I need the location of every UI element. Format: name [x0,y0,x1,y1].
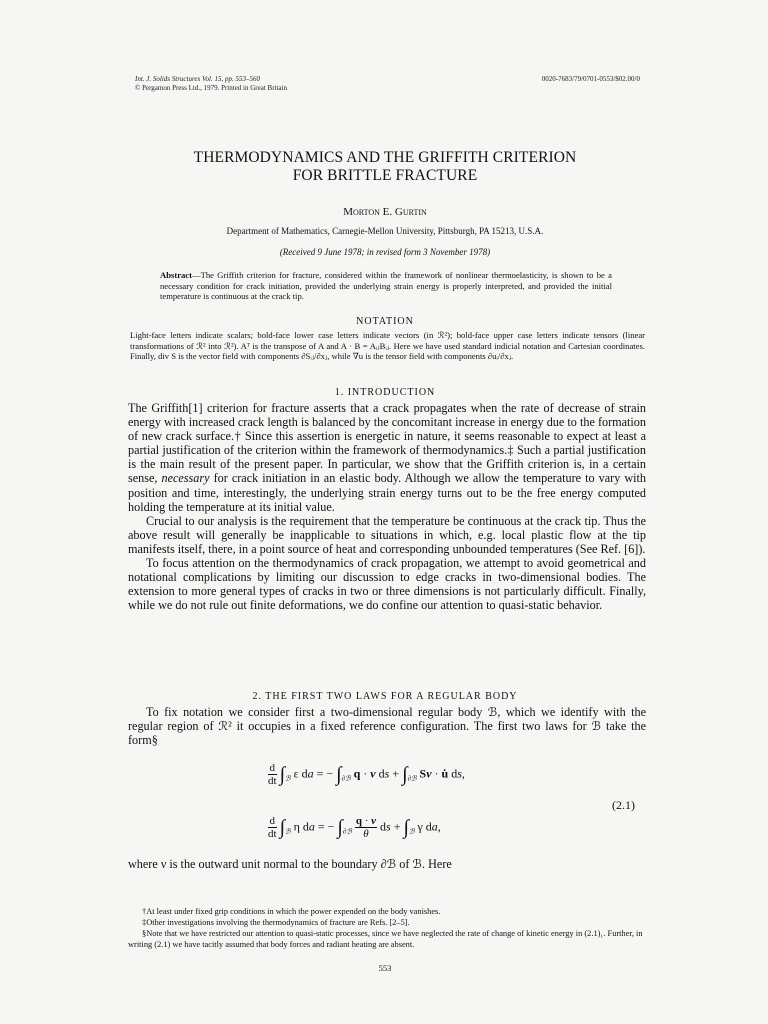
notation-heading: NOTATION [356,316,414,327]
footnotes [128,906,646,950]
abstract-label: Abstract [160,270,192,280]
emphasis-necessary: necessary [161,471,210,486]
heat-flux-fraction: $\frac{q \cdot \nu}{\theta}$ [355,815,377,840]
paper-title-line-1: THERMODYNAMICS AND THE GRIFFITH CRITERION [193,149,577,166]
received-dates: (Received 9 June 1978; in revised form 3 November 1978) [279,247,491,257]
section-1-heading: 1. INTRODUCTION [334,387,436,398]
paragraph [128,401,646,514]
paragraph: To fix notation we consider first a two-dimensional regular body ℬ, which we identify with the regular region of ℛ² it occupies in a fixed reference configuration. The first two laws for ℬ take the form§ [128,705,646,748]
time-derivative: $\frac{d}{dt}$ [268,762,277,787]
publisher-line: © Pergamon Press Ltd., 1979. Printed in Great Britain [135,84,287,92]
footnote: ‡Other investigations involving the thermodynamics of fracture are Refs. [2–5]. [142,918,410,927]
paragraph: Crucial to our analysis is the requirement that the temperature be continuous at the crack tip. Thus the above result will generally be inapplicable to situations in which, e.g. local plastic flow at the tip manifests itself, there, in a point source of heat and corresponding unbounded temperatures (See Ref. [6]). [128,513,646,556]
equation-number: (2.1) [612,798,635,812]
abstract [160,270,612,302]
paragraph: To focus attention on the thermodynamics of crack propagation, we attempt to avoid geometrical and notational complications by limiting our discussion to edge cracks in two-dimensional bodies. The extension to more general types of cracks in two or three dimensions is not particularly difficult. Finally, while we do not rule out finite deformations, we do confine our attention to quasi-static behavior. [128,556,646,613]
paragraph-text: for crack initiation in an elastic body. Although we allow the temperature to vary with position and time, interestingly, the underlying strain energy turns out to be the free energy computed holding the temperature at its initial value. [128,471,646,514]
section-2-body [128,705,646,747]
equation-2-1-second: $\frac{d}{dt}$ $\int_ℬ$ η da = − $\int_{\partial ℬ}$ $\frac{q \cdot \nu}{\theta}$ ds + $\int_ℬ$ γ da, [268,815,441,840]
article-code: 0020-7683/79/0701-0553/$02.00/0 [541,75,640,83]
section-2-heading: 2. THE FIRST TWO LAWS FOR A REGULAR BODY [252,691,518,702]
page-number: 553 [378,963,392,973]
notation-text: Light-face letters indicate scalars; bold-face lower case letters indicate vectors (in ℛ²); bold-face upper case letters indicate tensors (linear transformations of ℛ² into ℛ²). Aᵀ is the transpose of A and A · B = AᵢⱼBᵢⱼ. Here we have used standard indicial notation and Cartesian coordinates. Finally, div S is the vector field with components ∂Sᵢⱼ/∂xⱼ, while ∇u is the tensor field with components ∂uᵢ/∂xⱼ. [130,330,645,362]
journal-line: Int. J. Solids Structures Vol. 15, pp. 553–560 [135,75,260,83]
author-name: Morton E. Gurtin [343,206,427,218]
equation-followup: where ν is the outward unit normal to the boundary ∂ℬ of ℬ. Here [128,857,452,871]
time-derivative: $\frac{d}{dt}$ [268,815,277,840]
paper-title-line-2: FOR BRITTLE FRACTURE [292,167,478,184]
section-1-body [128,401,646,612]
footnote: †At least under fixed grip conditions in which the power expended on the body vanishes. [142,907,441,916]
footnote: §Note that we have restricted our attention to quasi-static processes, since we have neglected the rate of change of kinetic energy in (2.1)₁. Further, in writing (2.1) we have tacitly assumed that body forces and radiant heating are absent. [128,929,643,949]
abstract-text: —The Griffith criterion for fracture, considered within the framework of nonlinear thermoelasticity, is shown to be a necessary condition for crack initiation, provided the underlying strain energy is properly interpreted, and provided the initial temperature is continuous at the crack tip. [160,270,612,302]
journal-citation [135,75,287,93]
affiliation: Department of Mathematics, Carnegie-Mellon University, Pittsburgh, PA 15213, U.S.A. [226,226,544,236]
paragraph-text: The Griffith[1] criterion for fracture asserts that a crack propagates when the rate of decrease of strain energy with increased crack length is balanced by the concomitant increase in energy due to the formation of new crack surface.† Since this assertion is energetic in nature, it seems reasonable to expect at least a partial justification of the criterion within the framework of thermodynamics.‡ Such a partial justification is the main result of the present paper. In particular, we show that the Griffith criterion is, in a certain sense, [128,401,646,486]
equation-2-1-first: $\frac{d}{dt}$ $\int_ℬ$ ε da = − $\int_{\partial ℬ}$ q · ν ds + $\int_{\partial ℬ}$ Sν · u̇ ds, [268,762,465,787]
